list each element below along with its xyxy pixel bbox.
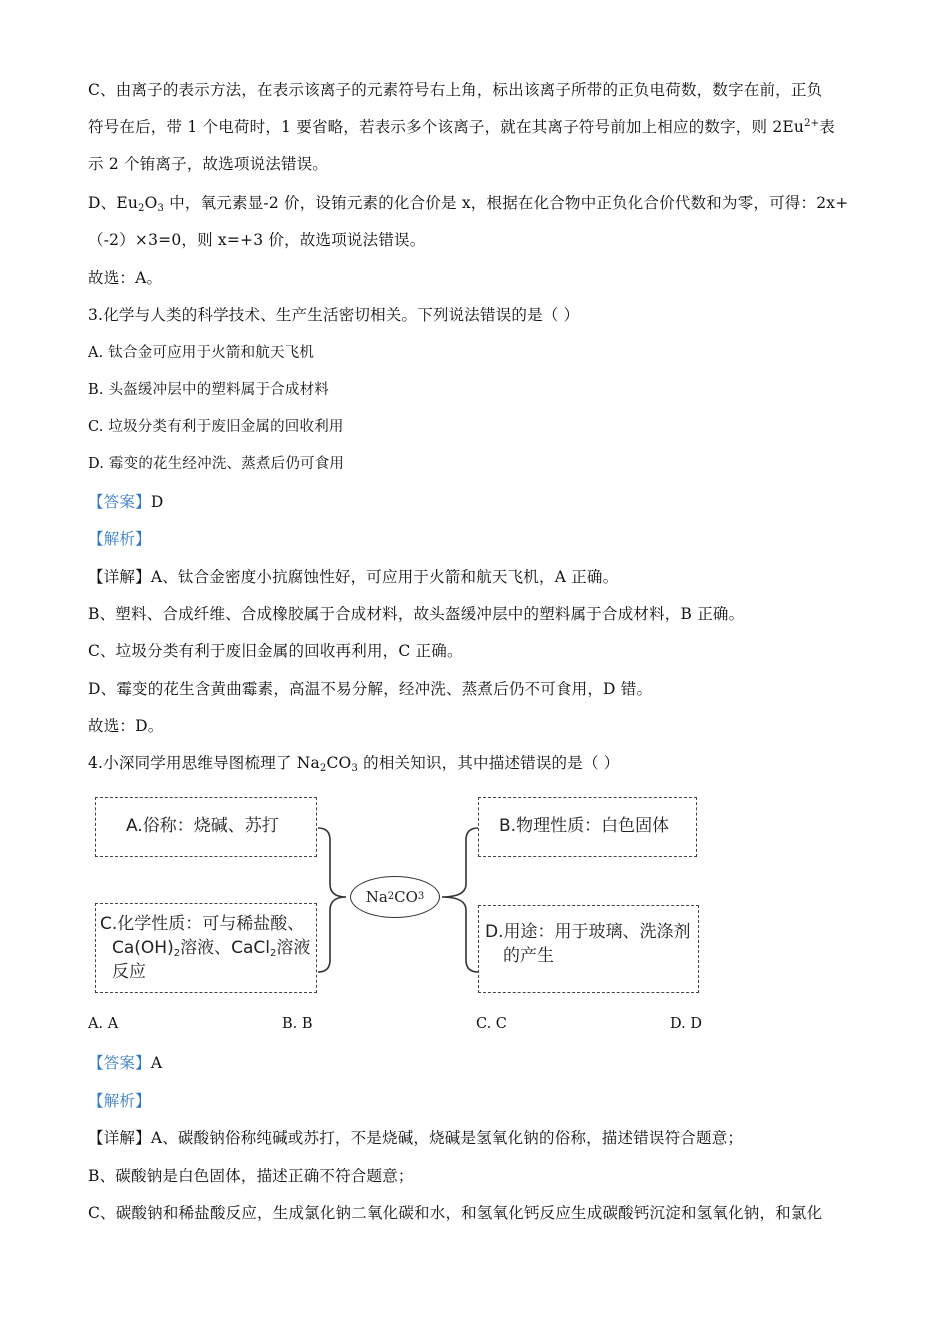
box-c-line2 xyxy=(100,936,316,960)
q4-answer xyxy=(88,1053,162,1073)
q4-answer-value: A xyxy=(150,1054,163,1072)
q4-detail-b: B、碳酸钠是白色固体，描述正确不符合题意； xyxy=(88,1167,414,1185)
q2-option-d-line1 xyxy=(88,193,848,213)
q3-answer xyxy=(88,492,163,512)
q2-option-c-line3: 示 2 个铕离子，故选项说法错误。 xyxy=(88,155,329,173)
q2-choice: 故选：A。 xyxy=(88,269,163,287)
q4-detail-a xyxy=(88,1128,743,1148)
q3-detail-a xyxy=(88,567,618,587)
q4-option-d: D. D xyxy=(670,1016,702,1032)
q2-d-sub2: 3 xyxy=(157,203,165,214)
q2-c-line2-tail: 表 xyxy=(819,118,835,136)
q2-c-line2-text: 符号在后，带 1 个电荷时，1 要省略，若表示多个该离子，就在其离子符号前加上相应的数字，则 2Eu xyxy=(88,118,805,136)
q3-choice: 故选：D。 xyxy=(88,717,164,735)
box-c-caoh: Ca(OH) xyxy=(112,938,174,958)
box-c-sub2: 2 xyxy=(269,948,277,959)
q3-detail-d: D、霉变的花生含黄曲霉素，高温不易分解，经冲洗、蒸煮后仍不可食用，D 错。 xyxy=(88,680,653,698)
q3-detail-a-text: A、钛合金密度小抗腐蚀性好，可应用于火箭和航天飞机，A 正确。 xyxy=(150,568,619,586)
q3-detail-c: C、垃圾分类有利于废旧金属的回收再利用，C 正确。 xyxy=(88,642,463,660)
box-c-line3: 反应 xyxy=(112,962,146,982)
q2-option-c-line1: C、由离子的表示方法，在表示该离子的元素符号右上角，标出该离子所带的正负电荷数，数字在前，正负 xyxy=(88,81,823,99)
q3-answer-value: D xyxy=(150,493,164,511)
box-c-text xyxy=(100,912,316,984)
q3-detail-b: B、塑料、合成纤维、合成橡胶属于合成材料，故头盔缓冲层中的塑料属于合成材料，B 正确。 xyxy=(88,605,745,623)
q4-detail-c: C、碳酸钠和稀盐酸反应，生成氯化钠二氧化碳和水，和氢氧化钙反应生成碳酸钙沉淀和氢氧化钠，和氯化 xyxy=(88,1204,823,1222)
box-c-sub1: 2 xyxy=(173,948,181,959)
mindmap-box-b xyxy=(478,797,697,857)
box-c-cacl: 溶液、CaCl xyxy=(180,938,270,958)
q3-option-b: B. 头盔缓冲层中的塑料属于合成材料 xyxy=(88,382,329,398)
mindmap-box-a xyxy=(95,797,317,857)
q3-stem: 3.化学与人类的科学技术、生产生活密切相关。下列说法错误的是（ ） xyxy=(88,306,580,324)
q4-detail-tag: 【详解】 xyxy=(88,1129,151,1147)
box-d-text xyxy=(485,920,697,968)
q2-d-sub1: 2 xyxy=(138,203,145,214)
mindmap-box-c xyxy=(95,903,317,993)
q2-d-o: O xyxy=(144,194,158,212)
q4-detail-a-text: A、碳酸钠俗称纯碱或苏打，不是烧碱，烧碱是氢氧化钠的俗称，描述错误符合题意； xyxy=(150,1129,744,1147)
box-d-line2: 的产生 xyxy=(503,946,554,966)
q3-analysis-tag: 【解析】 xyxy=(88,530,151,548)
q2-c-charge: 2+ xyxy=(804,118,820,129)
center-co: CO xyxy=(394,888,418,906)
q4-option-b: B. B xyxy=(282,1016,313,1032)
box-d-line1: D.用途：用于玻璃、洗涤剂 xyxy=(485,922,691,942)
q3-detail-tag: 【详解】 xyxy=(88,568,151,586)
center-na: Na xyxy=(365,888,388,906)
box-c-line1: C.化学性质：可与稀盐酸、 xyxy=(100,914,305,934)
q4-stem xyxy=(88,753,619,773)
q4-stem-c: 的相关知识，其中描述错误的是（ ） xyxy=(358,754,620,772)
q2-d-prefix: D、Eu xyxy=(88,194,139,212)
q2-d-rest: 中，氧元素显-2 价，设铕元素的化合价是 x，根据在化合物中正负化合价代数和为零，可得：2x+ xyxy=(164,194,849,212)
q4-stem-b: CO xyxy=(326,754,352,772)
q4-option-a: A. A xyxy=(88,1016,119,1032)
q4-stem-sub2: 3 xyxy=(351,763,359,774)
q3-answer-tag: 【答案】 xyxy=(88,493,151,511)
q3-option-c: C. 垃圾分类有利于废旧金属的回收利用 xyxy=(88,419,344,435)
q2-option-d-line2: （-2）×3=0，则 x=+3 价，故选项说法错误。 xyxy=(88,231,426,249)
q4-analysis-tag: 【解析】 xyxy=(88,1092,151,1110)
q4-stem-a: 4.小深同学用思维导图梳理了 Na xyxy=(88,754,320,772)
q4-stem-sub1: 2 xyxy=(319,763,327,774)
box-c-sol: 溶液 xyxy=(276,938,311,958)
box-b-text: B.物理性质：白色固体 xyxy=(499,816,670,836)
box-a-text: A.俗称：烧碱、苏打 xyxy=(126,816,279,836)
q3-option-d: D. 霉变的花生经冲洗、蒸煮后仍可食用 xyxy=(88,456,345,472)
mindmap-box-d xyxy=(478,905,699,993)
q4-answer-tag: 【答案】 xyxy=(88,1054,151,1072)
q4-option-c: C. C xyxy=(476,1016,507,1032)
mindmap-center-node: Na 2 CO 3 xyxy=(350,876,440,918)
q2-option-c-line2 xyxy=(88,117,835,137)
q3-option-a: A. 钛合金可应用于火箭和航天飞机 xyxy=(88,345,315,361)
